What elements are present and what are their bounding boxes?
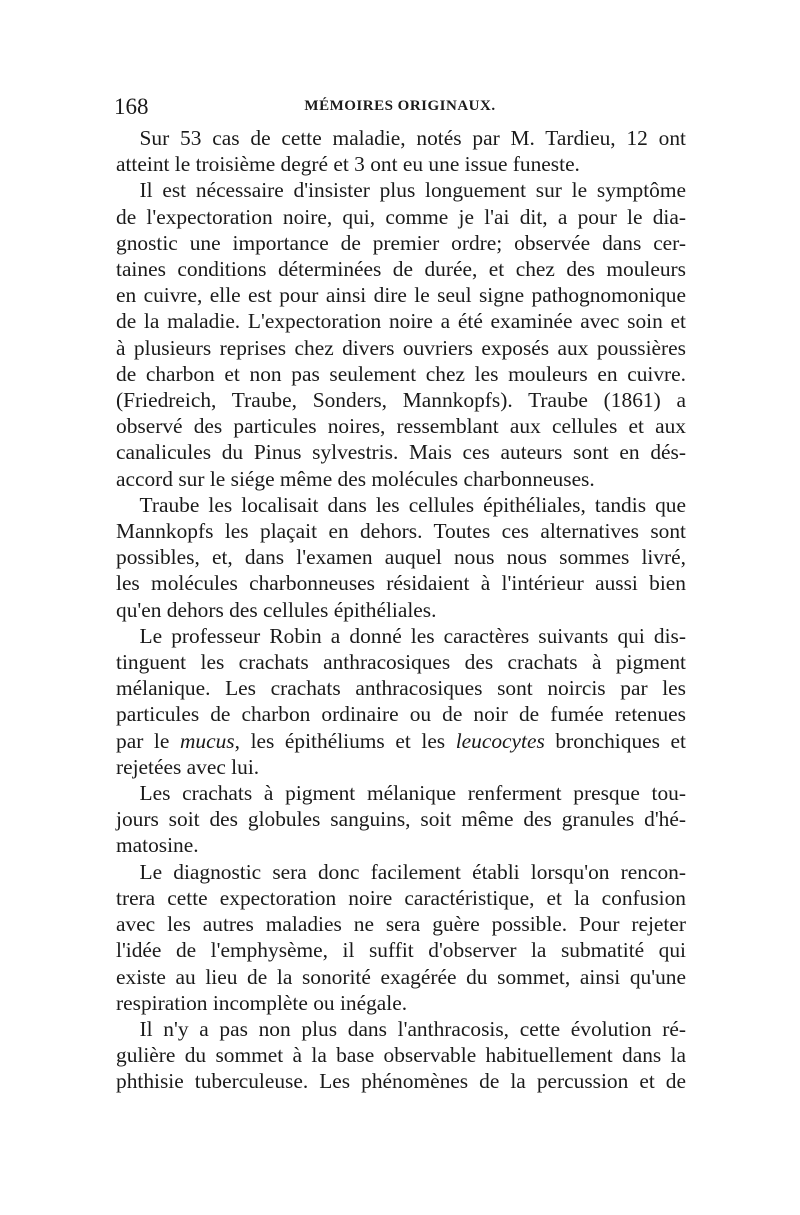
paragraph [116,859,686,1016]
text-line: atteint le troisième degré et 3 ont eu une issue funeste. [116,152,580,177]
text-line: qu'en dehors des cellules épithéliales. [116,597,437,622]
text-line: accord sur le siége même des molécules charbonneuses. [116,466,595,491]
paragraph [116,623,686,780]
text-line: gulière du sommet à la base observable habituellement dans la [116,1043,686,1068]
running-title: MÉMOIRES ORIGINAUX. [304,98,496,114]
text-line: respiration incomplète ou inégale. [116,990,408,1015]
text-line: trera cette expectoration noire caractéristique, et la confusion [116,885,686,910]
text-line: les molécules charbonneuses résidaient à l'intérieur aussi bien [116,571,686,596]
text-line: de l'expectoration noire, qui, comme je l'ai dit, a pour le dia- [116,204,686,229]
text-line: tinguent les crachats anthracosiques des crachats à pigment [116,650,686,675]
text-line: observé des particules noires, ressemblant aux cellules et aux [116,414,686,439]
text-line: taines conditions déterminées de durée, et chez des mouleurs [116,257,686,282]
text-line: canalicules du Pinus sylvestris. Mais ces auteurs sont en dés- [116,440,686,465]
text-line: particules de charbon ordinaire ou de noir de fumée retenues [116,702,686,727]
text-line: gnostic une importance de premier ordre; observée dans cer- [116,230,686,255]
text-line: Le professeur Robin a donné les caractères suivants qui dis- [139,623,686,648]
body-text [116,125,686,1095]
paragraph [116,1016,686,1095]
text-line: (Friedreich, Traube, Sonders, Mannkopfs). Traube (1861) a [116,388,686,413]
text-line-mixed [116,728,686,754]
text-line: matosine. [116,833,199,858]
text-line: mélanique. Les crachats anthracosiques sont noircis par les [116,676,686,701]
text-line: rejetées avec lui. [116,754,260,779]
text-line: possibles, et, dans l'examen auquel nous nous sommes livré, [116,545,686,570]
text-run: , les épithéliums et les [234,728,456,753]
page-header [114,94,686,124]
text-line: Traube les localisait dans les cellules épithéliales, tandis que [139,492,686,517]
paragraph [116,125,686,177]
text-line: Les crachats à pigment mélanique renferment presque tou- [139,781,686,806]
italic-term-leucocytes: leucocytes [455,728,545,753]
text-line: Sur 53 cas de cette maladie, notés par M. Tardieu, 12 ont [139,126,686,150]
paragraph [116,177,686,491]
text-line: Il n'y a pas non plus dans l'anthracosis, cette évolution ré- [139,1016,686,1041]
text-line: de charbon et non pas seulement chez les mouleurs en cuivre. [116,361,686,386]
text-line: avec les autres maladies ne sera guère possible. Pour rejeter [116,912,686,937]
text-line: Il est nécessaire d'insister plus longuement sur le symptôme [139,178,686,203]
paragraph [116,780,686,859]
page-number: 168 [114,94,149,119]
text-line: phthisie tuberculeuse. Les phénomènes de la percussion et de [116,1069,686,1094]
text-line: de la maladie. L'expectoration noire a été examinée avec soin et [116,309,686,334]
text-line: Mannkopfs les plaçait en dehors. Toutes ces alternatives sont [116,519,686,544]
text-run: bronchiques et [544,728,686,753]
text-line: existe au lieu de la sonorité exagérée du sommet, ainsi qu'une [116,964,686,989]
paragraph [116,492,686,623]
text-line: jours soit des globules sanguins, soit même des granules d'hé- [116,807,686,832]
text-line: en cuivre, elle est pour ainsi dire le seul signe pathognomonique [116,283,686,308]
italic-term-mucus: mucus [179,728,235,753]
text-line: l'idée de l'emphysème, il suffit d'observer la submatité qui [116,938,686,963]
text-run: par le [116,728,180,753]
text-line: à plusieurs reprises chez divers ouvriers exposés aux poussières [116,335,686,360]
text-line: Le diagnostic sera donc facilement établi lorsqu'on rencon- [139,859,686,884]
